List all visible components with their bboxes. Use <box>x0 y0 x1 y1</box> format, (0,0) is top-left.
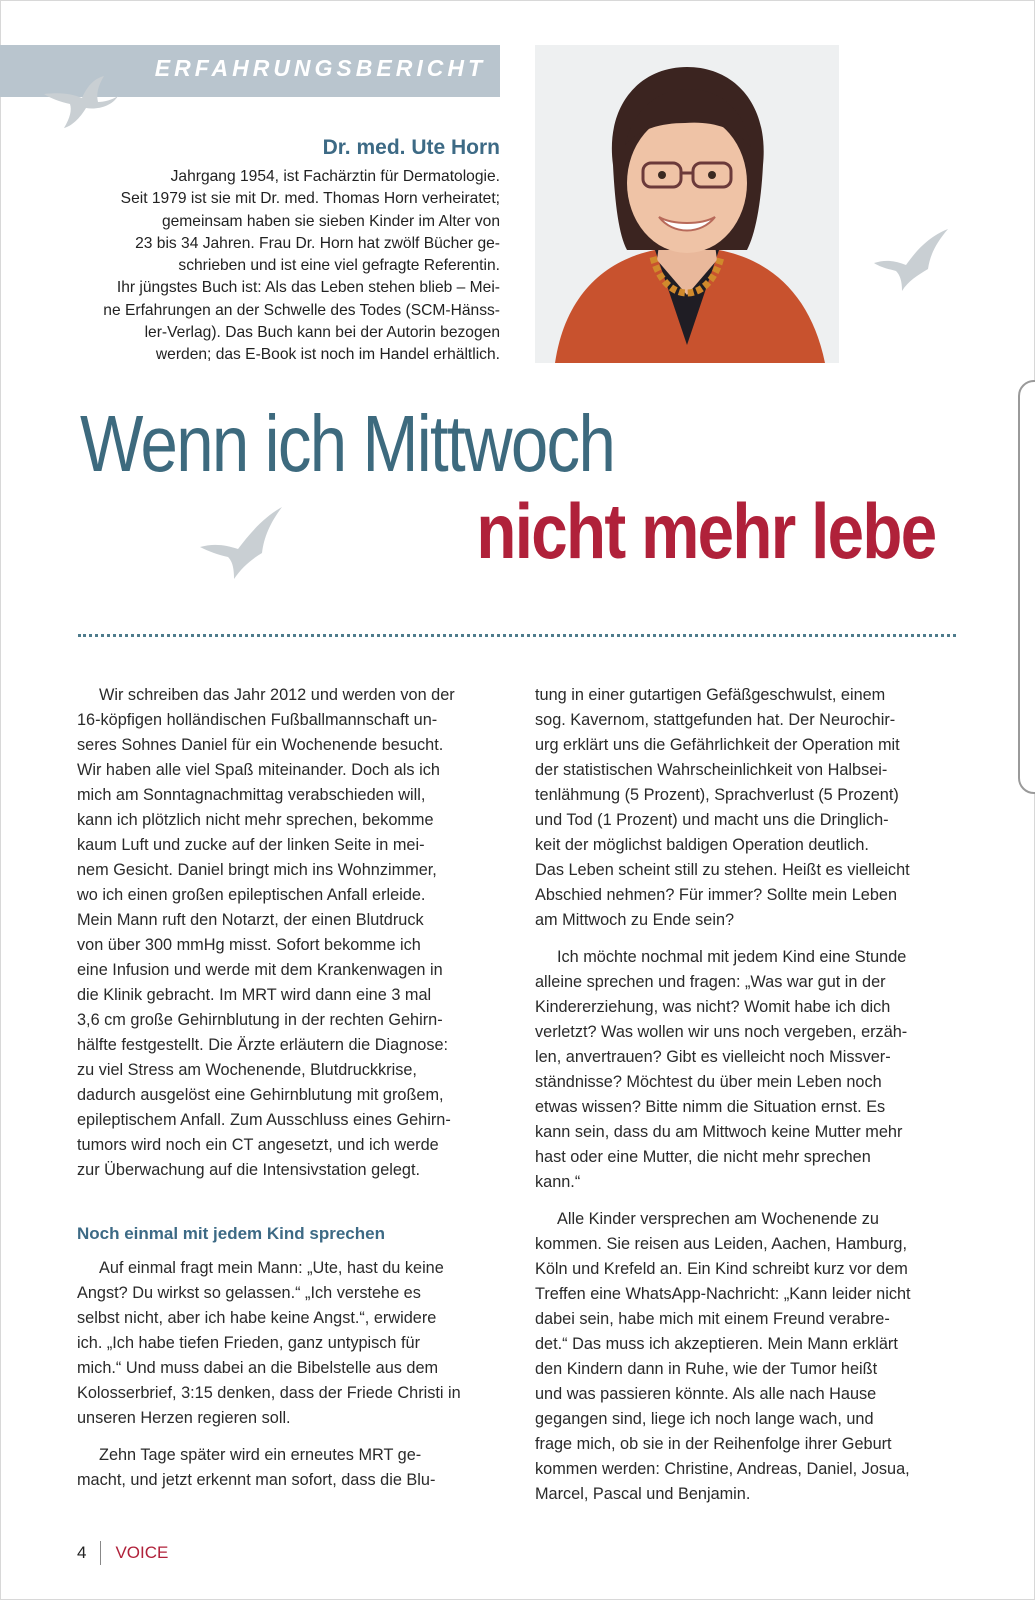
bio-line: gemeinsam haben sie sieben Kinder im Alter von <box>161 212 500 230</box>
text-line: Alle Kinder versprechen am Wochenende zu <box>557 1210 879 1228</box>
text-line: epileptischem Anfall. Zum Ausschluss eines Gehirn- <box>77 1111 451 1129</box>
bio-line: Seit 1979 ist sie mit Dr. med. Thomas Horn verheiratet; <box>120 190 500 208</box>
text-line: Kindererziehung, was nicht? Womit habe ich dich <box>535 998 891 1016</box>
text-line: kaum Luft und zucke auf der linken Seite in mei- <box>77 836 425 854</box>
text-line: Angst? Du wirkst so gelassen.“ „Ich verstehe es <box>77 1284 421 1302</box>
text-line: der statistischen Wahrscheinlichkeit von Halbsei- <box>535 761 888 779</box>
text-line: eine Infusion und werde mit dem Krankenwagen in <box>77 961 443 979</box>
footer-divider <box>100 1541 101 1565</box>
dotted-divider <box>78 634 956 637</box>
text-line: und Tod (1 Prozent) und macht uns die Dringlich- <box>535 811 889 829</box>
section-subheading: Noch einmal mit jedem Kind sprechen <box>77 1224 385 1243</box>
paragraph <box>535 1207 971 1507</box>
text-line: Abschied nehmen? Für immer? Sollte mein Leben <box>535 886 897 904</box>
text-line: seres Sohnes Daniel für ein Wochenende besucht. <box>77 736 444 754</box>
text-line: Das Leben scheint still zu stehen. Heißt es vielleicht <box>535 861 910 879</box>
text-line: Wir haben alle viel Spaß miteinander. Doch als ich <box>77 761 440 779</box>
text-line: 16-köpfigen holländischen Fußballmannschaft un- <box>77 711 438 729</box>
side-scroll-tab[interactable] <box>1018 380 1035 794</box>
text-line: kommen werden: Christine, Andreas, Daniel, Josua, <box>535 1460 910 1478</box>
bio-line: ne Erfahrungen an der Schwelle des Todes (SCM-Hänss- <box>103 301 500 319</box>
text-line: Kolosserbrief, 3:15 denken, dass der Friede Christi in <box>77 1384 461 1402</box>
text-line: dabei sein, habe mich mit einem Freund verabre- <box>535 1310 890 1328</box>
article-column-left <box>77 683 513 1505</box>
text-line: frage mich, ob sie in der Reihenfolge ihrer Geburt <box>535 1435 892 1453</box>
text-line: Marcel, Pascal und Benjamin. <box>535 1485 751 1503</box>
text-line: die Klinik gebracht. Im MRT wird dann eine 3 mal <box>77 986 432 1004</box>
text-line: kommen. Sie reisen aus Leiden, Aachen, Hamburg, <box>535 1235 907 1253</box>
text-line: Zehn Tage später wird ein erneutes MRT ge- <box>99 1446 422 1464</box>
bio-line: ler-Verlag). Das Buch kann bei der Autorin bezogen <box>144 324 500 342</box>
text-line: zu viel Stress am Wochenende, Blutdruckkrise, <box>77 1061 417 1079</box>
bio-line: Jahrgang 1954, ist Fachärztin für Dermatologie. <box>170 168 500 185</box>
magazine-name: VOICE <box>115 1543 169 1562</box>
page-footer <box>77 1541 168 1565</box>
text-line: mich am Sonntagnachmittag verabschieden will, <box>77 786 426 804</box>
headline-line-2: nicht mehr lebe <box>475 487 935 575</box>
text-line: etwas wissen? Bitte nimm die Situation ernst. Es <box>535 1098 886 1116</box>
article-column-right <box>535 683 971 1519</box>
bio-line: werden; das E-Book ist noch im Handel erhältlich. <box>155 346 500 364</box>
text-line: kann.“ <box>535 1173 581 1191</box>
text-line: Wir schreiben das Jahr 2012 und werden von der <box>99 686 455 704</box>
author-name: Dr. med. Ute Horn <box>322 136 500 159</box>
text-line: urg erklärt uns die Gefährlichkeit der Operation mit <box>535 736 900 754</box>
text-line: kann sein, dass du am Mittwoch keine Mutter mehr <box>535 1123 903 1141</box>
text-line: selbst nicht, aber ich habe keine Angst.“, erwidere <box>77 1309 437 1327</box>
text-line: Treffen eine WhatsApp-Nachricht: „Kann leider nicht <box>535 1285 911 1303</box>
text-line: unseren Herzen regieren soll. <box>77 1409 291 1427</box>
text-line: 3,6 cm große Gehirnblutung in der rechten Gehirn- <box>77 1011 443 1029</box>
text-line: und was passieren könnte. Als alle nach Hause <box>535 1385 877 1403</box>
text-line: nem Gesicht. Daniel bringt mich ins Wohnzimmer, <box>77 861 437 879</box>
text-line: Ich möchte nochmal mit jedem Kind eine Stunde <box>557 948 907 966</box>
author-block <box>60 136 500 367</box>
bio-line: schrieben und ist eine viel gefragte Referentin. <box>178 257 500 275</box>
paragraph <box>77 683 513 1183</box>
bird-icon <box>872 225 952 295</box>
author-bio <box>60 166 500 367</box>
text-line: gegangen sind, liege ich noch lange wach, und <box>535 1410 874 1428</box>
headline-line-1: Wenn ich Mittwoch <box>80 399 615 488</box>
paragraph <box>77 1256 513 1431</box>
text-line: Köln und Krefeld an. Ein Kind schreibt kurz vor dem <box>535 1260 908 1278</box>
text-line: ich. „Ich habe tiefen Frieden, ganz untypisch für <box>77 1334 421 1352</box>
text-line: von über 300 mmHg misst. Sofort bekomme ich <box>77 936 421 954</box>
text-line: det.“ Das muss ich akzeptieren. Mein Mann erklärt <box>535 1335 898 1353</box>
page-number: 4 <box>77 1543 87 1562</box>
text-line: dadurch ausgelöst eine Gehirnblutung mit großem, <box>77 1086 444 1104</box>
text-line: keit der möglichst baldigen Operation deutlich. <box>535 836 869 854</box>
text-line: tung in einer gutartigen Gefäßgeschwulst, einem <box>535 686 886 704</box>
paragraph <box>535 683 971 933</box>
paragraph <box>535 945 971 1195</box>
text-line: hast oder eine Mutter, die nicht mehr sprechen <box>535 1148 871 1166</box>
paragraph <box>77 1443 513 1493</box>
text-line: zur Überwachung auf die Intensivstation gelegt. <box>77 1161 421 1179</box>
bio-line: Ihr jüngstes Buch ist: Als das Leben stehen blieb – Mei- <box>116 279 500 297</box>
author-photo <box>535 45 839 363</box>
text-line: alleine sprechen und fragen: „Was war gut in der <box>535 973 886 991</box>
text-line: macht, und jetzt erkennt man sofort, dass die Blu- <box>77 1471 436 1489</box>
text-line: den Kindern dann in Ruhe, wie der Tumor heißt <box>535 1360 878 1378</box>
text-line: verletzt? Was wollen wir uns noch vergeben, erzäh- <box>535 1023 908 1041</box>
text-line: Mein Mann ruft den Notarzt, der einen Blutdruck <box>77 911 424 929</box>
text-line: hälfte festgestellt. Die Ärzte erläutern die Diagnose: <box>77 1036 449 1054</box>
text-line: sog. Kavernom, stattgefunden hat. Der Neurochir- <box>535 711 896 729</box>
bird-icon <box>42 72 122 132</box>
bio-line: 23 bis 34 Jahren. Frau Dr. Horn hat zwölf Bücher ge- <box>135 234 500 252</box>
section-label: ERFAHRUNGSBERICHT <box>154 55 486 81</box>
text-line: kann ich plötzlich nicht mehr sprechen, bekomme <box>77 811 434 829</box>
text-line: ständnisse? Möchtest du über mein Leben noch <box>535 1073 882 1091</box>
text-line: tumors wird noch ein CT angesetzt, und ich werde <box>77 1136 439 1154</box>
text-line: mich.“ Und muss dabei an die Bibelstelle aus dem <box>77 1359 439 1377</box>
text-line: len, anvertrauen? Gibt es vielleicht noch Missver- <box>535 1048 891 1066</box>
text-line: am Mittwoch zu Ende sein? <box>535 911 735 929</box>
text-line: wo ich einen großen epileptischen Anfall erleide. <box>77 886 426 904</box>
text-line: tenlähmung (5 Prozent), Sprachverlust (5 Prozent) <box>535 786 899 804</box>
bird-icon <box>198 503 288 583</box>
text-line: Auf einmal fragt mein Mann: „Ute, hast du keine <box>99 1259 444 1277</box>
